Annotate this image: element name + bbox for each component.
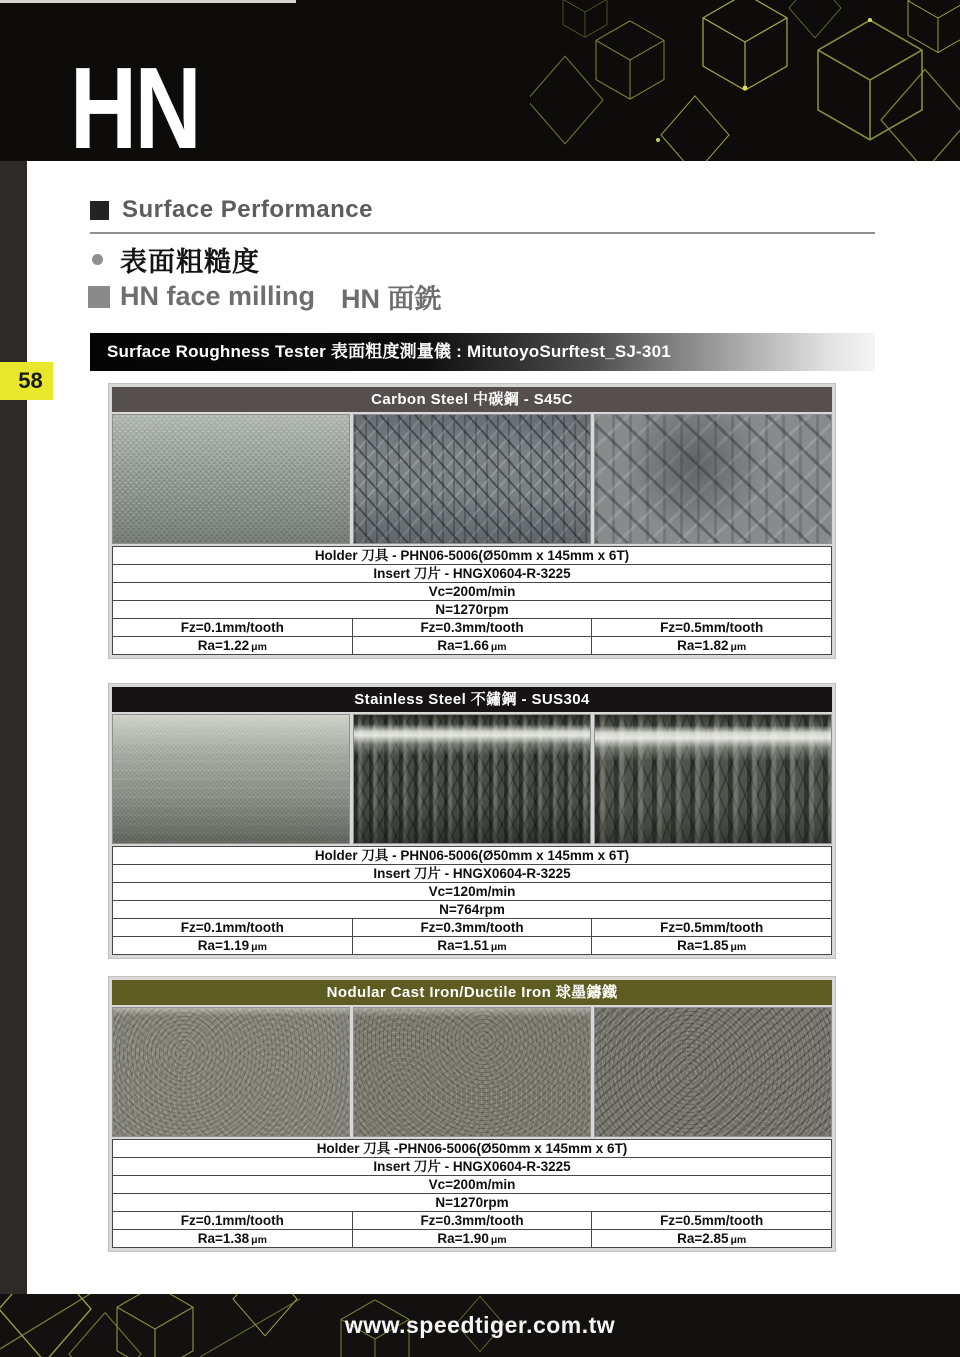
page-number-badge: 58 [0,362,53,400]
table-title: Nodular Cast Iron/Ductile Iron 球墨鑄鐵 [112,980,832,1005]
website-text: www.speedtiger.com.tw [344,1312,616,1338]
header-band [0,0,960,173]
feed-value: Fz=0.1mm/tooth [180,920,284,935]
roughness-value: Ra=1.82 μm [591,637,831,654]
top-edge-strip [0,0,296,3]
roughness-table-nodular-cast-iron [108,976,836,1252]
roughness-value: Ra=1.22 μm [197,638,267,653]
feed-value: Fz=0.1mm/tooth [180,620,284,635]
feed-value: Fz=0.1mm/tooth [180,1213,284,1228]
surface-sample-image-fz05 [594,414,832,544]
surface-sample-image-fz01 [112,714,350,844]
table-rows [112,846,832,955]
roughness-value: Ra=2.85 μm [591,1230,831,1247]
cutting-speed-row: Vc=200m/min [113,582,831,600]
table-title: Stainless Steel 不鏽鋼 - SUS304 [112,687,832,712]
spindle-speed-row: N=1270rpm [113,1193,831,1211]
section-heading-label: Surface Performance [122,196,373,223]
insert-row: Insert 刀片 - HNGX0604-R-3225 [113,564,831,582]
feed-value: Fz=0.3mm/tooth [352,1212,592,1229]
roughness-value: Ra=1.38 μm [197,1231,267,1246]
subsection-heading [88,277,442,316]
micron-unit: μm [730,941,747,953]
geometric-cubes-pattern [530,0,960,161]
feed-value: Fz=0.5mm/tooth [591,619,831,636]
feed-value: Fz=0.3mm/tooth [352,619,592,636]
series-logo: HN [70,43,200,173]
feed-value: Fz=0.5mm/tooth [591,1212,831,1229]
roughness-table-stainless-steel [108,683,836,959]
holder-row: Holder 刀具 - PHN06-5006(Ø50mm x 145mm x 6T) [314,848,630,863]
cutting-speed-row: Vc=120m/min [113,882,831,900]
surface-sample-image-fz05 [594,1007,832,1137]
micron-unit: μm [490,1234,507,1246]
micron-unit: μm [251,1234,267,1246]
subsection-heading-en: HN face milling [120,281,316,311]
micron-unit: μm [490,641,507,653]
insert-row: Insert 刀片 - HNGX0604-R-3225 [113,1157,831,1175]
holder-row: Holder 刀具 -PHN06-5006(Ø50mm x 145mm x 6T) [316,1141,628,1156]
micron-unit: μm [730,641,747,653]
table-title: Carbon Steel 中碳鋼 - S45C [112,387,832,412]
surface-sample-image-fz03 [353,1007,591,1137]
feed-row [113,918,831,936]
square-marker-icon [90,201,109,220]
micron-unit: μm [730,1234,747,1246]
spindle-speed-row: N=1270rpm [113,600,831,618]
side-strip [0,161,27,1294]
footer-band [0,1294,960,1357]
square-marker-icon [88,286,110,308]
feed-row [113,1211,831,1229]
table-rows [112,1139,832,1248]
roughness-heading-label: 表面粗糙度 [120,247,260,277]
surface-sample-image-fz05 [594,714,832,844]
roughness-row [113,1229,831,1247]
roughness-row [113,936,831,954]
roughness-heading [92,240,260,279]
sample-image-row [112,712,832,846]
holder-row: Holder 刀具 - PHN06-5006(Ø50mm x 145mm x 6T) [314,548,630,563]
micron-unit: μm [251,941,267,953]
insert-row: Insert 刀片 - HNGX0604-R-3225 [113,864,831,882]
table-rows [112,546,832,655]
micron-unit: μm [490,941,507,953]
surface-sample-image-fz03 [353,414,591,544]
roughness-value: Ra=1.90 μm [352,1230,592,1247]
sample-image-row [112,1005,832,1139]
surface-sample-image-fz01 [112,1007,350,1137]
feed-value: Fz=0.3mm/tooth [352,919,592,936]
tester-banner: Surface Roughness Tester 表面粗度測量儀 : MitutoyoSurftest_SJ-301 [90,333,875,371]
subsection-heading-zh: HN 面銑 [341,284,442,314]
bullet-dot-icon [92,254,103,265]
roughness-value: Ra=1.85 μm [591,937,831,954]
surface-sample-image-fz01 [112,414,350,544]
roughness-row [113,636,831,654]
sample-image-row [112,412,832,546]
roughness-value: Ra=1.66 μm [352,637,592,654]
roughness-value: Ra=1.51 μm [352,937,592,954]
feed-value: Fz=0.5mm/tooth [591,919,831,936]
roughness-table-carbon-steel [108,383,836,659]
spindle-speed-row: N=764rpm [113,900,831,918]
feed-row [113,618,831,636]
heading-divider [90,232,875,234]
cutting-speed-row: Vc=200m/min [113,1175,831,1193]
micron-unit: μm [251,641,267,653]
surface-sample-image-fz03 [353,714,591,844]
section-heading [90,196,373,224]
roughness-value: Ra=1.19 μm [197,938,267,953]
